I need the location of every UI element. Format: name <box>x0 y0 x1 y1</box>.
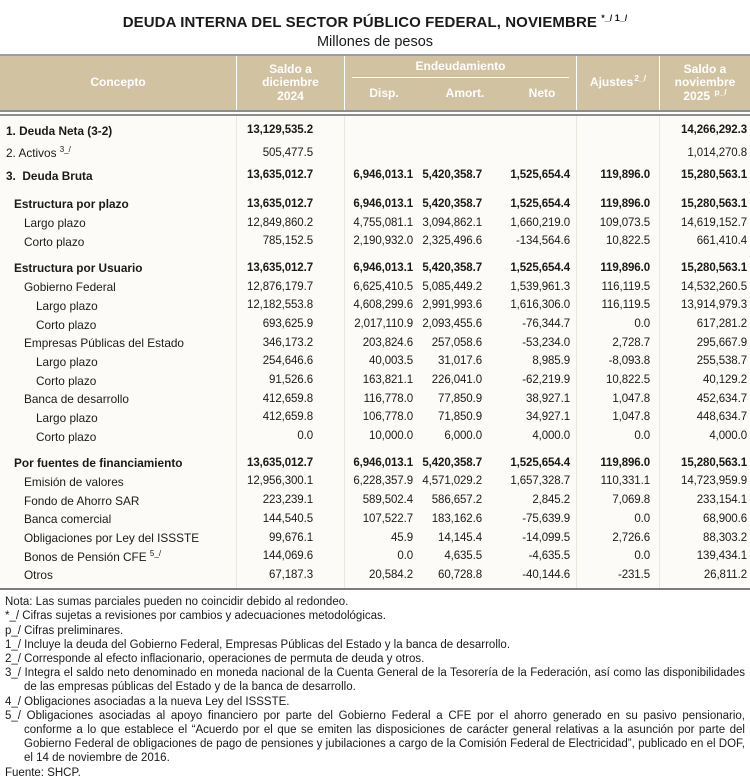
cell-neto: 34,927.1 <box>526 411 570 424</box>
table-row <box>0 389 750 408</box>
table-body <box>0 116 750 590</box>
cell-saldo-noviembre: 139,434.1 <box>696 550 747 563</box>
table-header <box>0 54 750 110</box>
cell-amort: 226,041.0 <box>431 374 482 387</box>
cell-disp: 20,584.2 <box>369 568 413 581</box>
note-line: 1_/ Incluye la deuda del Gobierno Federal, Empresas Públicas del Estado y la banca de desarrollo. <box>5 638 511 651</box>
cell-disp: 4,608,299.6 <box>353 299 413 312</box>
row-label-text: Banca de desarrollo <box>24 392 129 407</box>
cell-saldo-noviembre: 15,280,563.1 <box>681 261 747 274</box>
cell-disp: 2,017,110.9 <box>354 317 413 330</box>
cell-saldo-noviembre: 295,667.9 <box>696 336 747 349</box>
cell-neto: 1,660,219.0 <box>510 216 570 229</box>
cell-saldo-diciembre: 144,069.6 <box>262 550 313 563</box>
note-line: 2_/ Corresponde al efecto inflacionario, operaciones de permuta de deuda y otros. <box>5 653 425 666</box>
table-row <box>0 296 750 315</box>
cell-disp: 116,778.0 <box>363 392 413 405</box>
col-header-saldo-noviembre <box>660 56 750 110</box>
col-header-concepto-label: Concepto <box>90 75 146 90</box>
cell-saldo-diciembre: 254,646.6 <box>262 355 313 368</box>
cell-ajustes: 110,331.1 <box>600 475 650 488</box>
row-label <box>0 215 237 230</box>
cell-saldo-diciembre: 693,625.9 <box>262 317 313 330</box>
col-header-concepto <box>0 56 237 110</box>
row-label <box>0 511 237 526</box>
cell-disp: 106,778.0 <box>362 411 413 424</box>
cell-saldo-diciembre: 13,635,012.7 <box>247 169 313 182</box>
row-label-text: Largo plazo <box>36 410 98 425</box>
row-label <box>0 168 237 183</box>
cell-saldo-diciembre: 12,956,300.1 <box>247 475 313 488</box>
cell-neto: -62,219.9 <box>522 374 570 387</box>
cell-ajustes: 0.0 <box>634 430 650 443</box>
row-label-text: Por fuentes de financiamiento <box>14 456 183 471</box>
cell-disp: 6,946,013.1 <box>353 456 413 469</box>
cell-amort: 6,000.0 <box>444 430 482 443</box>
cell-saldo-diciembre: 13,635,012.7 <box>247 261 313 274</box>
col-header-ajustes-text: Ajustes <box>589 75 634 90</box>
cell-ajustes: 119,896.0 <box>600 456 650 469</box>
cell-saldo-noviembre: 40,129.2 <box>703 374 747 387</box>
cell-amort: 5,420,358.7 <box>422 261 482 274</box>
col-header-saldo-noviembre-label <box>669 63 741 104</box>
cell-amort: 5,420,358.7 <box>422 456 482 469</box>
cell-amort: 3,094,862.1 <box>422 216 482 229</box>
col-header-ajustes <box>577 56 660 110</box>
col-header-amort: Amort. <box>445 86 485 101</box>
cell-neto: 4,000.0 <box>532 430 570 443</box>
table-row <box>0 352 750 371</box>
table-row <box>0 491 750 510</box>
cell-saldo-diciembre: 67,187.3 <box>269 568 313 581</box>
cell-amort: 2,991,993.6 <box>422 299 482 312</box>
row-label <box>0 474 237 489</box>
cell-saldo-noviembre: 255,538.7 <box>696 355 747 368</box>
table-row <box>0 427 750 446</box>
cell-amort: 77,850.9 <box>438 392 482 405</box>
cell-saldo-diciembre: 505,477.5 <box>262 146 313 159</box>
cell-saldo-noviembre: 1,014,270.8 <box>687 146 747 159</box>
cell-saldo-diciembre: 99,676.1 <box>269 531 313 544</box>
cell-saldo-diciembre: 12,182,553.8 <box>247 299 313 312</box>
row-label-text: Corto plazo <box>24 234 85 249</box>
cell-ajustes: -231.5 <box>617 568 650 581</box>
col-header-saldo-diciembre-label: Saldo a diciembre 2024 <box>262 61 319 103</box>
row-label-text: 1. Deuda Neta (3-2) <box>6 123 113 138</box>
cell-saldo-diciembre: 346,173.2 <box>262 336 313 349</box>
cell-amort: 5,420,358.7 <box>422 197 482 210</box>
table-row <box>0 119 750 142</box>
cell-amort: 5,085,449.2 <box>422 280 482 293</box>
table-row <box>0 232 750 251</box>
row-label <box>0 455 237 470</box>
cell-saldo-diciembre: 13,635,012.7 <box>247 197 313 210</box>
row-label <box>0 123 237 138</box>
cell-saldo-diciembre: 12,876,179.7 <box>247 280 313 293</box>
row-label <box>0 549 237 564</box>
row-label <box>0 373 237 388</box>
note-line: Fuente: SHCP. <box>5 766 81 779</box>
cell-neto: 1,525,654.4 <box>510 261 570 274</box>
table-row <box>0 528 750 547</box>
cell-saldo-noviembre: 15,280,563.1 <box>681 197 747 210</box>
table-row <box>0 472 750 491</box>
cell-amort: 2,093,455.6 <box>422 317 482 330</box>
cell-neto: -14,099.5 <box>522 531 570 544</box>
page-title <box>0 0 750 32</box>
cell-neto: 8,985.9 <box>532 355 570 368</box>
row-label-text: Banca comercial <box>24 512 112 527</box>
cell-saldo-noviembre: 617,281.2 <box>696 317 747 330</box>
cell-saldo-noviembre: 15,280,563.1 <box>681 456 747 469</box>
row-label <box>0 530 237 545</box>
col-group-endeudamiento-label: Endeudamiento <box>352 57 569 78</box>
row-label-text: Emisión de valores <box>24 474 124 489</box>
note-line: 5_/ Obligaciones asociadas al apoyo financiero por parte del Gobierno Federal a CFE por el ahorro generado en su pasivo pensionario, conforme a lo que establece el “Acuerdo por el que se emiten las disposiciones de carácter general relativas a la asunción por parte del Gobierno Federal de obligaciones de pago de pensiones y jubilaciones a cargo de la Comisión Federal de Electricidad”, publicado en el DOF, el 14 de noviembre de 2016. <box>5 709 745 765</box>
note-line: 3_/ Integra el saldo neto denominado en moneda nacional de la Cuenta General de la Tesorería de la Federación, así como las disponibilidades de las empresas públicas del Estado y de la banca de desarrollo. <box>5 667 745 694</box>
col-header-saldo-diciembre <box>237 56 345 110</box>
row-label-text: Bonos de Pensión CFE <box>24 549 150 564</box>
row-label-text: Obligaciones por Ley del ISSSTE <box>24 530 200 545</box>
cell-neto: -134,564.6 <box>516 235 570 248</box>
col-header-ajustes-label <box>589 73 647 90</box>
cell-ajustes: -8,093.8 <box>608 355 650 368</box>
cell-saldo-noviembre: 4,000.0 <box>709 430 747 443</box>
cell-saldo-noviembre: 14,532,260.5 <box>681 280 747 293</box>
cell-amort: 183,162.6 <box>431 512 482 525</box>
table-row <box>0 164 750 187</box>
cell-saldo-noviembre: 26,811.2 <box>703 568 747 581</box>
row-label <box>0 298 237 313</box>
cell-saldo-noviembre: 68,900.6 <box>703 512 747 525</box>
row-label-text: Fondo de Ahorro SAR <box>24 493 140 508</box>
table-row <box>0 333 750 352</box>
cell-ajustes: 2,726.6 <box>612 531 650 544</box>
cell-ajustes: 109,073.5 <box>599 216 650 229</box>
cell-ajustes: 119,896.0 <box>600 261 650 274</box>
cell-saldo-diciembre: 12,849,860.2 <box>247 216 313 229</box>
row-label-text: Estructura por plazo <box>14 197 129 212</box>
cell-saldo-noviembre: 88,303.2 <box>703 531 747 544</box>
cell-disp: 10,000.0 <box>369 430 413 443</box>
cell-disp: 45.9 <box>391 531 413 544</box>
cell-amort: 5,420,358.7 <box>422 169 482 182</box>
cell-disp: 6,625,410.5 <box>353 280 413 293</box>
row-label-text: Largo plazo <box>24 215 86 230</box>
cell-disp: 6,946,013.1 <box>353 169 413 182</box>
col-header-saldo-noviembre-text: Saldo a noviembre 2025 <box>674 61 736 103</box>
row-label <box>0 410 237 425</box>
table-row <box>0 142 750 165</box>
cell-disp: 4,755,081.1 <box>353 216 413 229</box>
cell-disp: 40,003.5 <box>369 355 413 368</box>
cell-amort: 71,850.9 <box>438 411 482 424</box>
col-group-endeudamiento <box>345 56 577 110</box>
cell-ajustes: 116,119.5 <box>601 280 650 293</box>
cell-ajustes: 116,119.5 <box>601 299 650 312</box>
cell-saldo-noviembre: 233,154.1 <box>696 494 747 507</box>
table-row <box>0 277 750 296</box>
row-label-text: Corto plazo <box>36 373 97 388</box>
row-label <box>0 260 237 275</box>
cell-disp: 2,190,932.0 <box>353 235 413 248</box>
row-label <box>0 493 237 508</box>
row-label-text: Corto plazo <box>36 429 97 444</box>
cell-neto: 2,845.2 <box>532 494 570 507</box>
table-row <box>0 213 750 232</box>
cell-saldo-noviembre: 13,914,979.3 <box>681 299 747 312</box>
cell-neto: 1,616,306.0 <box>510 299 570 312</box>
footnotes <box>0 595 750 780</box>
row-label-text: Largo plazo <box>36 298 98 313</box>
table-row <box>0 547 750 566</box>
row-label-sup: 5_/ <box>149 548 162 558</box>
cell-amort: 31,017.6 <box>438 355 482 368</box>
page-title-footnote-marks: *_/ 1_/ <box>601 13 628 23</box>
cell-saldo-noviembre: 14,619,152.7 <box>681 216 747 229</box>
cell-ajustes: 0.0 <box>634 550 650 563</box>
table-row <box>0 315 750 334</box>
row-label <box>0 145 237 160</box>
table-row <box>0 566 750 585</box>
table-row <box>0 510 750 529</box>
cell-ajustes: 1,047.8 <box>612 392 650 405</box>
cell-disp: 589,502.4 <box>362 494 413 507</box>
cell-ajustes: 1,047.8 <box>612 411 650 424</box>
page-subtitle: Millones de pesos <box>316 34 434 50</box>
note-line: *_/ Cifras sujetas a revisiones por cambios y adecuaciones metodológicas. <box>5 610 386 623</box>
row-label-text: Gobierno Federal <box>24 280 116 295</box>
cell-saldo-diciembre: 91,526.6 <box>269 374 313 387</box>
cell-amort: 14,145.4 <box>438 531 482 544</box>
cell-neto: 1,525,654.4 <box>510 197 570 210</box>
cell-disp: 6,946,013.1 <box>353 261 413 274</box>
cell-ajustes: 10,822.5 <box>606 374 650 387</box>
cell-disp: 203,824.6 <box>362 336 413 349</box>
cell-amort: 586,657.2 <box>431 494 482 507</box>
row-label-text: Corto plazo <box>36 317 97 332</box>
row-label-text: 3. Deuda Bruta <box>6 168 93 183</box>
row-label <box>0 567 237 582</box>
row-label <box>0 234 237 249</box>
cell-disp: 107,522.7 <box>362 512 413 525</box>
row-label-text: Largo plazo <box>36 354 98 369</box>
endeudamiento-subcolumns <box>345 78 576 110</box>
cell-neto: -75,639.9 <box>522 512 570 525</box>
cell-neto: 1,657,328.7 <box>510 475 570 488</box>
cell-disp: 6,228,357.9 <box>353 475 413 488</box>
cell-neto: 38,927.1 <box>526 392 570 405</box>
cell-disp: 0.0 <box>397 550 413 563</box>
row-label <box>0 354 237 369</box>
row-label-text: Empresas Públicas del Estado <box>24 336 184 351</box>
cell-neto: -4,635.5 <box>528 550 570 563</box>
cell-amort: 4,571,029.2 <box>422 475 482 488</box>
cell-saldo-diciembre: 412,659.8 <box>262 411 313 424</box>
cell-saldo-noviembre: 448,634.7 <box>696 411 747 424</box>
cell-amort: 4,635.5 <box>444 550 482 563</box>
row-label <box>0 391 237 406</box>
cell-amort: 2,325,496.6 <box>422 235 482 248</box>
cell-neto: -40,144.6 <box>522 568 570 581</box>
row-label-text: Estructura por Usuario <box>14 261 143 276</box>
cell-saldo-noviembre: 15,280,563.1 <box>681 169 747 182</box>
cell-disp: 163,821.1 <box>362 374 413 387</box>
table-row <box>0 259 750 278</box>
cell-ajustes: 0.0 <box>634 317 650 330</box>
page-title-text: DEUDA INTERNA DEL SECTOR PÚBLICO FEDERAL, NOVIEMBRE <box>122 14 602 31</box>
note-line: 4_/ Obligaciones asociadas a la nueva Ley del ISSSTE. <box>5 695 290 708</box>
cell-saldo-diciembre: 785,152.5 <box>262 235 313 248</box>
note-line: Nota: Las sumas parciales pueden no coincidir debido al redondeo. <box>5 596 349 609</box>
cell-saldo-noviembre: 14,266,292.3 <box>681 124 747 137</box>
table-row <box>0 195 750 214</box>
row-label <box>0 196 237 211</box>
cell-ajustes: 119,896.0 <box>600 169 650 182</box>
table-row <box>0 408 750 427</box>
cell-disp: 6,946,013.1 <box>353 197 413 210</box>
cell-neto: 1,525,654.4 <box>510 456 570 469</box>
row-label-text: 2. Activos <box>6 146 60 161</box>
cell-ajustes: 119,896.0 <box>600 197 650 210</box>
cell-ajustes: 10,822.5 <box>606 235 650 248</box>
table-row <box>0 371 750 390</box>
cell-neto: 1,525,654.4 <box>510 169 570 182</box>
cell-amort: 60,728.8 <box>438 568 482 581</box>
cell-neto: -76,344.7 <box>522 317 570 330</box>
cell-ajustes: 2,728.7 <box>612 336 650 349</box>
cell-saldo-noviembre: 452,634.7 <box>696 392 747 405</box>
cell-neto: -53,234.0 <box>522 336 570 349</box>
cell-saldo-diciembre: 13,635,012.7 <box>247 456 313 469</box>
row-label <box>0 279 237 294</box>
col-header-saldo-noviembre-footnote: p_/ <box>714 86 727 97</box>
cell-saldo-diciembre: 223,239.1 <box>262 494 313 507</box>
cell-saldo-noviembre: 14,723,959.9 <box>681 475 747 488</box>
note-line: p_/ Cifras preliminares. <box>5 624 124 637</box>
col-header-neto: Neto <box>528 86 556 101</box>
cell-saldo-noviembre: 661,410.4 <box>696 235 747 248</box>
row-label <box>0 317 237 332</box>
cell-saldo-diciembre: 412,659.8 <box>262 392 313 405</box>
row-label-text: Otros <box>24 568 53 583</box>
cell-ajustes: 7,069.8 <box>612 494 650 507</box>
cell-ajustes: 0.0 <box>634 512 650 525</box>
cell-neto: 1,539,961.3 <box>510 280 570 293</box>
row-label <box>0 429 237 444</box>
cell-saldo-diciembre: 0.0 <box>297 430 313 443</box>
row-label <box>0 335 237 350</box>
cell-saldo-diciembre: 13,129,535.2 <box>247 124 313 137</box>
table-row <box>0 453 750 472</box>
cell-saldo-diciembre: 144,540.5 <box>262 512 313 525</box>
row-label-sup: 3_/ <box>59 145 71 155</box>
col-header-ajustes-footnote: 2_/ <box>634 73 647 84</box>
cell-amort: 257,058.6 <box>431 336 482 349</box>
col-header-disp: Disp. <box>369 86 399 101</box>
